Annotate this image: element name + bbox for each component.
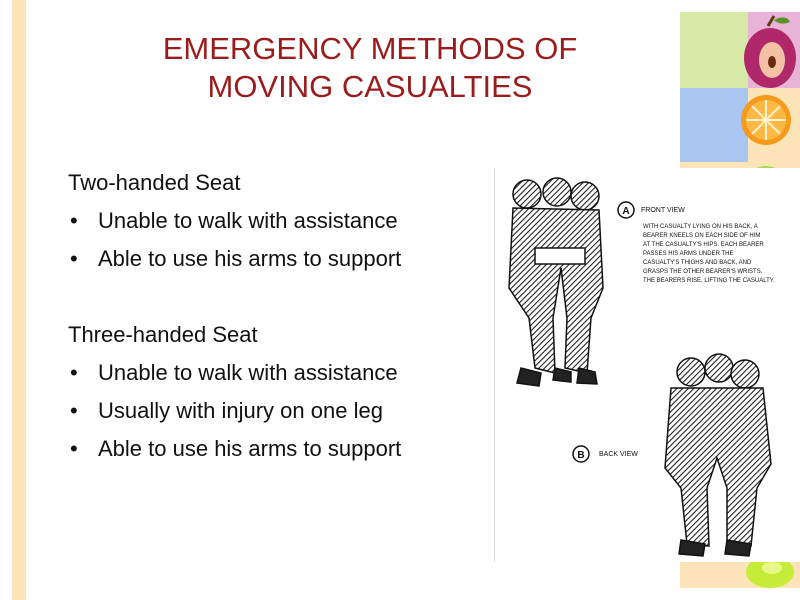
label-a: A [622, 206, 630, 217]
bullet-icon: • [70, 436, 78, 461]
caption-line: AT THE CASUALTY'S HIPS. EACH BEARER [643, 242, 764, 248]
caption-line: THE BEARERS RISE, LIFTING THE CASUALTY. [643, 278, 775, 284]
section-heading-three-handed: Three-handed Seat [68, 322, 258, 347]
caption-line: BEARER KNEELS ON EACH SIDE OF HIM [643, 233, 761, 239]
caption-line: CASUALTY'S THIGHS AND BACK, AND [643, 260, 752, 266]
bullet-icon: • [70, 246, 78, 271]
list-item [68, 430, 488, 468]
orange-slice-icon [741, 95, 791, 145]
bullet-text: Unable to walk with assistance [98, 360, 398, 385]
bullet-list-two-handed [68, 202, 488, 278]
two-handed-seat-illustration [494, 168, 800, 562]
caption-line: WITH CASUALTY LYING ON HIS BACK, A [643, 224, 758, 230]
front-view-caption [643, 224, 775, 284]
bullet-icon: • [70, 360, 78, 385]
bullet-list-three-handed [68, 354, 488, 468]
bullet-text: Able to use his arms to support [98, 436, 402, 461]
bullet-icon: • [70, 208, 78, 233]
bullet-icon: • [70, 398, 78, 423]
bullet-text: Unable to walk with assistance [98, 208, 398, 233]
slide-title-line-1: EMERGENCY METHODS OF [162, 31, 578, 66]
apple-icon [744, 16, 796, 88]
bullet-text: Able to use his arms to support [98, 246, 402, 271]
list-item [68, 240, 488, 278]
front-view-figure [509, 178, 603, 386]
back-view-title: BACK VIEW [599, 451, 638, 458]
back-view-figure [665, 354, 771, 556]
list-item [68, 354, 488, 392]
spacer [68, 278, 488, 316]
bullet-text: Usually with injury on one leg [98, 398, 383, 423]
illustration-canvas [495, 168, 800, 562]
list-item [68, 202, 488, 240]
slide-body [68, 164, 488, 468]
caption-line: PASSES HIS ARMS UNDER THE [643, 251, 734, 257]
caption-line: GRASPS THE OTHER BEARER'S WRISTS. [643, 269, 763, 275]
list-item [68, 392, 488, 430]
left-accent-stripe [12, 0, 26, 600]
slide-title-line-2: MOVING CASUALTIES [207, 69, 533, 104]
section-heading-two-handed: Two-handed Seat [68, 170, 241, 195]
slide-title [90, 30, 650, 106]
label-b: B [577, 450, 585, 461]
front-view-title: FRONT VIEW [641, 207, 685, 214]
